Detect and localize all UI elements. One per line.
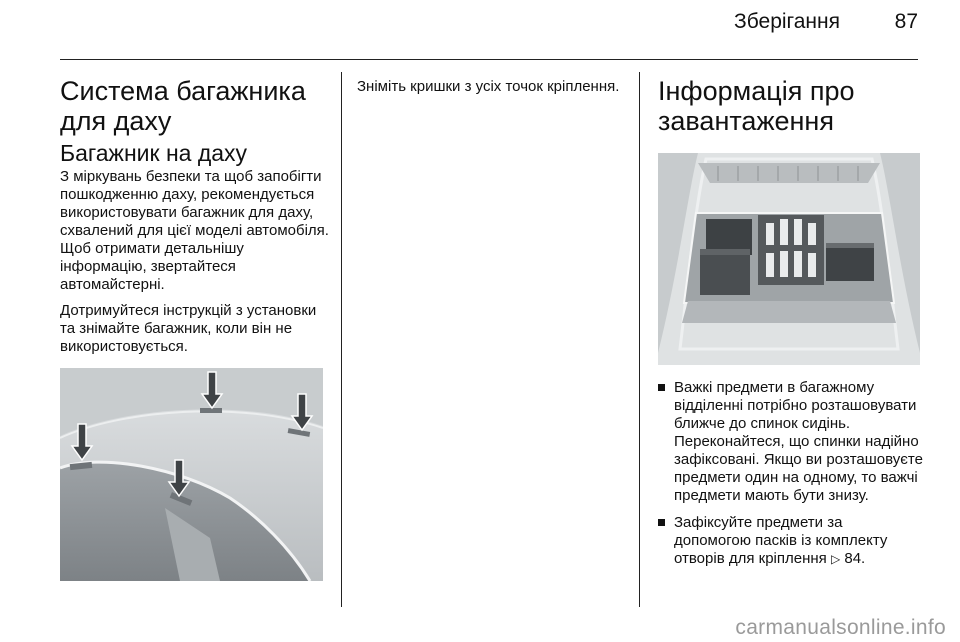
luggage-loading-figure bbox=[658, 153, 920, 365]
roof-mounting-points-figure bbox=[60, 368, 323, 581]
tip-secure-items: Зафіксуйте предмети за допомогою пасків із комплекту отворів для кріплення bbox=[674, 514, 888, 567]
page-reference-link[interactable]: 84. bbox=[844, 550, 866, 567]
square-bullet-icon bbox=[658, 519, 665, 526]
list-item bbox=[658, 379, 923, 505]
heading-roof-rack-system: Система багажника для даху bbox=[60, 76, 306, 136]
square-bullet-icon bbox=[658, 384, 665, 391]
triangle-right-icon: ▷ bbox=[830, 552, 841, 566]
paragraph-remove-covers: Зніміть кришки з усіх точок кріплення. bbox=[357, 78, 620, 95]
loading-tips-list bbox=[658, 379, 923, 568]
heading-loading-info: Інформація про завантаження bbox=[658, 76, 855, 136]
list-item bbox=[658, 514, 923, 568]
roof-illustration bbox=[60, 368, 323, 581]
paragraph-safety: З міркувань безпеки та щоб запобігти пошкодженню даху, рекомендується використовувати багажник для даху, схвалений для цієї моделі автомобіля. Щоб отримати детальнішу інформацію, звертайтеся автомайстерні. bbox=[60, 168, 329, 293]
column-divider-right bbox=[639, 72, 640, 607]
column-divider-left bbox=[341, 72, 342, 607]
trunk-illustration bbox=[658, 153, 920, 365]
column-mounting-covers bbox=[357, 64, 622, 104]
header-divider bbox=[60, 59, 918, 60]
paragraph-instructions: Дотримуйтеся інструкцій з установки та знімайте багажник, коли він не використовується. bbox=[60, 302, 317, 355]
subheading-roof-rack: Багажник на даху bbox=[60, 140, 248, 166]
watermark: carmanualsonline.info bbox=[735, 616, 946, 639]
column-roof-rack bbox=[60, 64, 330, 581]
section-title: Зберігання bbox=[734, 10, 840, 33]
column-loading-info bbox=[658, 64, 923, 577]
tip-heavy-items: Важкі предмети в багажному відділенні потрібно розташовувати ближче до спинок сидінь. Переконайтеся, що спинки надійно зафіксовані. Якщо ви розташовуєте предмети один на одному, то важчі предмети мають бути знизу. bbox=[674, 379, 923, 504]
page-number: 87 bbox=[894, 10, 918, 33]
